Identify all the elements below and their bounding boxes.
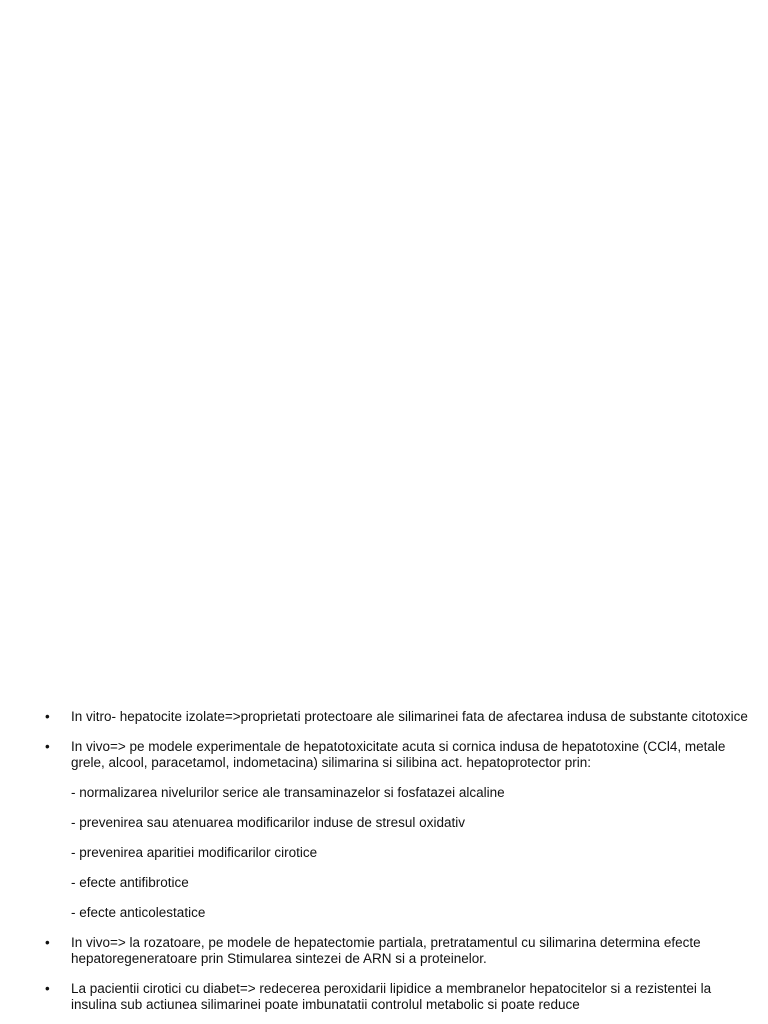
sub-item-antifibrotice: - efecte antifibrotice	[71, 875, 189, 890]
sub-item-anticolestatice: - efecte anticolestatice	[71, 905, 206, 920]
bullet-in-vivo-hepatotoxicity	[0, 739, 768, 771]
sub-item-transaminaze: - normalizarea nivelurilor serice ale transaminazelor si fosfatazei alcaline	[71, 785, 505, 800]
sub-item-cirotice: - prevenirea aparitiei modificarilor cirotice	[71, 845, 318, 860]
bullet-in-vitro	[0, 709, 768, 725]
bullet-marker: •	[45, 709, 50, 724]
document-body	[0, 709, 768, 1024]
bullet-in-vivo-rozatoare	[0, 935, 768, 967]
bullet-text: In vitro- hepatocite izolate=>proprietati protectoare ale silimarinei fata de afectarea indusa de substante citotoxice	[71, 709, 748, 724]
bullet-text: In vivo=> pe modele experimentale de hepatotoxicitate acuta si cornica indusa de hepatotoxine (CCl4, metale grele, alcool, paracetamol, indometacina) silimarina si silibina act. hepatoprotector prin:	[71, 739, 726, 770]
bullet-pacienti-cirotici	[0, 981, 768, 1013]
bullet-text: In vivo=> la rozatoare, pe modele de hepatectomie partiala, pretratamentul cu silimarina determina efecte hepatoregeneratoare prin Stimularea sintezei de ARN si a proteinelor.	[71, 935, 701, 966]
sub-item-stres-oxidativ: - prevenirea sau atenuarea modificarilor induse de stresul oxidativ	[71, 815, 465, 830]
bullet-marker: •	[45, 935, 50, 950]
bullet-text: La pacientii cirotici cu diabet=> redecerea peroxidarii lipidice a membranelor hepatocitelor si a rezistentei la insulina sub actiunea silimarinei poate imbunatatii controlul metabolic si poate reduce	[71, 981, 712, 1012]
bullet-marker: •	[45, 981, 50, 996]
bullet-marker: •	[45, 739, 50, 754]
